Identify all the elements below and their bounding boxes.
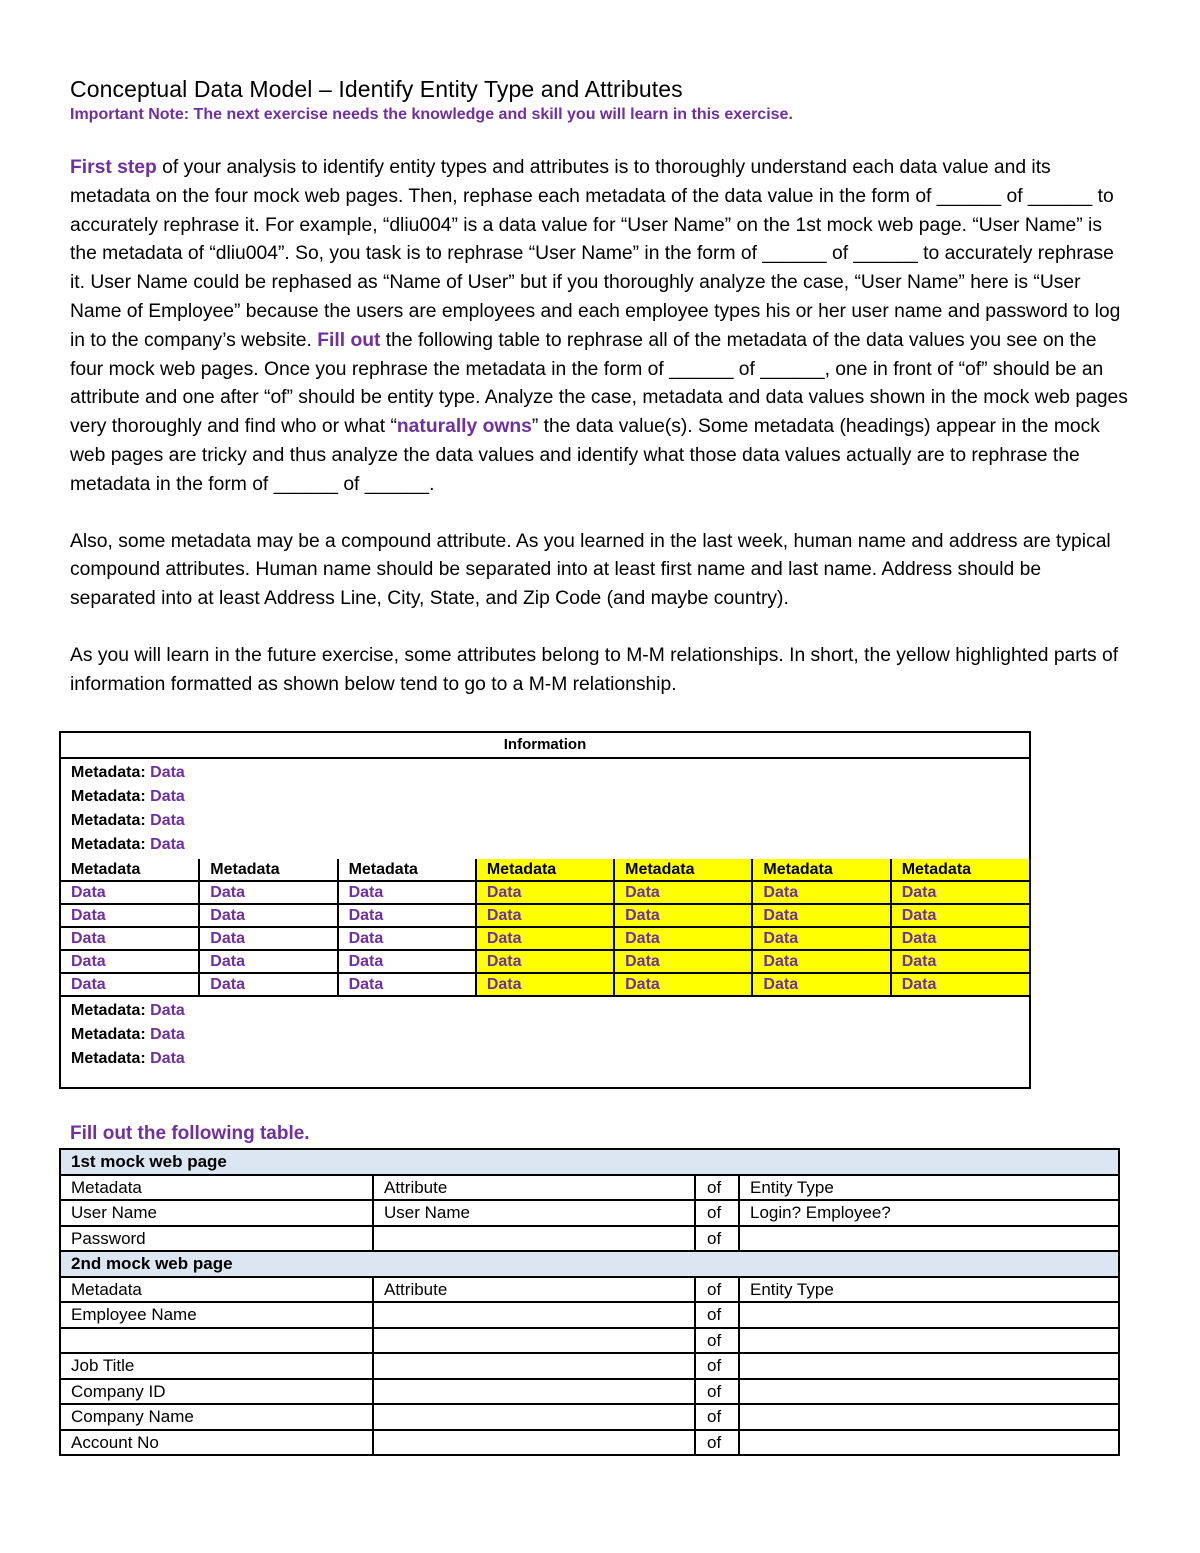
attribute-header: Attribute xyxy=(373,1175,695,1201)
data-cell: Data xyxy=(476,927,614,950)
metadata-line xyxy=(61,1023,1029,1047)
data-cell: Data xyxy=(752,927,890,950)
of-cell: of xyxy=(695,1226,739,1252)
of-header: of xyxy=(695,1277,739,1303)
metadata-line xyxy=(61,785,1029,809)
data-value: Data xyxy=(150,788,185,805)
metadata-line xyxy=(61,809,1029,833)
data-cell: Data xyxy=(752,973,890,996)
data-cell: Data xyxy=(338,927,476,950)
paragraph-compound: Also, some metadata may be a compound attribute. As you learned in the last week, human name and address are typical compound attributes. Human name should be separated into at least first name and last name. Address should be separated into at least Address Line, City, State, and Zip Code (and maybe country). xyxy=(70,530,1111,610)
of-cell: of xyxy=(695,1404,739,1430)
data-value: Data xyxy=(150,1002,185,1019)
paragraph-mm-relationship: As you will learn in the future exercise, some attributes belong to M-M relationships. In short, the yellow highlighted parts of information formatted as shown below tend to go to a M-M relationship. xyxy=(70,644,1119,695)
data-cell: Data xyxy=(891,927,1029,950)
entity-type-cell[interactable]: Login? Employee? xyxy=(739,1200,1119,1226)
metadata-label: Metadata: xyxy=(71,1050,146,1067)
data-cell: Data xyxy=(338,881,476,904)
first-step-label: First step xyxy=(70,157,157,178)
attribute-cell[interactable] xyxy=(373,1328,695,1354)
entity-type-cell[interactable] xyxy=(739,1404,1119,1430)
header-row xyxy=(60,1175,1119,1201)
of-cell: of xyxy=(695,1200,739,1226)
metadata-header: Metadata xyxy=(60,1175,373,1201)
data-cell: Data xyxy=(891,973,1029,996)
metadata-cell: User Name xyxy=(60,1200,373,1226)
entity-type-cell[interactable] xyxy=(739,1302,1119,1328)
table-row xyxy=(60,1302,1119,1328)
metadata-line xyxy=(61,761,1029,785)
data-cell: Data xyxy=(476,973,614,996)
data-cell: Data xyxy=(199,950,337,973)
metadata-label: Metadata: xyxy=(71,812,146,829)
metadata-line xyxy=(61,999,1029,1023)
section-row-1st-page xyxy=(60,1149,1119,1175)
data-cell: Data xyxy=(614,881,752,904)
data-cell: Data xyxy=(752,904,890,927)
data-row xyxy=(61,950,1029,973)
table-row xyxy=(60,1328,1119,1354)
para1-text-1: of your analysis to identify entity types and attributes is to thoroughly understand each data value and its metadata on the four mock web pages. Then, rephase each metadata of the data value in the form of ______ of ______ to accurately rephrase it. For example, “dliu004” is a data value for “User Name” on the 1st mock web page. “User Name” is the metadata of “dliu004”. So, you task is to rephrase “User Name” in the form of ______ of ______ to accurately rephrase it. User Name could be rephased as “Name of User” but if you thoroughly analyze the case, “User Name” here is “User Name of Employee” because the users are employees and each employee types his or her user name and password to log in to the company’s website. xyxy=(70,157,1121,351)
table-row xyxy=(60,1404,1119,1430)
attribute-cell[interactable]: User Name xyxy=(373,1200,695,1226)
metadata-column-header: Metadata xyxy=(891,859,1029,881)
entity-type-cell[interactable] xyxy=(739,1379,1119,1405)
header-row xyxy=(60,1277,1119,1303)
metadata-cell: Employee Name xyxy=(60,1302,373,1328)
metadata-line xyxy=(61,833,1029,857)
naturally-owns-emphasis: naturally owns xyxy=(396,416,532,438)
attribute-cell[interactable] xyxy=(373,1430,695,1456)
data-value: Data xyxy=(150,1050,185,1067)
table-row xyxy=(60,1226,1119,1252)
of-cell: of xyxy=(695,1379,739,1405)
information-header: Information xyxy=(61,733,1029,759)
data-value: Data xyxy=(150,1026,185,1043)
section-title: 1st mock web page xyxy=(60,1149,1119,1175)
data-cell: Data xyxy=(891,881,1029,904)
metadata-column-header: Metadata xyxy=(476,859,614,881)
data-value: Data xyxy=(150,764,185,781)
data-cell: Data xyxy=(614,973,752,996)
data-cell: Data xyxy=(614,904,752,927)
metadata-column-header: Metadata xyxy=(199,859,337,881)
of-cell: of xyxy=(695,1328,739,1354)
entity-type-cell[interactable] xyxy=(739,1430,1119,1456)
attribute-cell[interactable] xyxy=(373,1353,695,1379)
metadata-cell: Company Name xyxy=(60,1404,373,1430)
information-example-table xyxy=(59,731,1031,1089)
data-cell: Data xyxy=(752,950,890,973)
metadata-header: Metadata xyxy=(60,1277,373,1303)
of-header: of xyxy=(695,1175,739,1201)
data-cell: Data xyxy=(891,950,1029,973)
data-cell: Data xyxy=(199,881,337,904)
fill-out-title: Fill out the following table. xyxy=(70,1123,310,1144)
metadata-cell: Job Title xyxy=(60,1353,373,1379)
table-row xyxy=(60,1379,1119,1405)
data-cell: Data xyxy=(61,950,199,973)
data-cell: Data xyxy=(61,904,199,927)
metadata-label: Metadata: xyxy=(71,1026,146,1043)
entity-type-header: Entity Type xyxy=(739,1277,1119,1303)
paragraph-instructions xyxy=(70,154,1130,500)
data-cell: Data xyxy=(338,973,476,996)
entity-type-cell[interactable] xyxy=(739,1328,1119,1354)
metadata-cell: Account No xyxy=(60,1430,373,1456)
metadata-cell: Password xyxy=(60,1226,373,1252)
metadata-grid xyxy=(61,859,1029,997)
metadata-line xyxy=(61,1047,1029,1071)
data-cell: Data xyxy=(61,973,199,996)
data-value: Data xyxy=(150,812,185,829)
data-value: Data xyxy=(150,836,185,853)
data-cell: Data xyxy=(891,904,1029,927)
data-cell: Data xyxy=(476,904,614,927)
fill-out-table xyxy=(59,1148,1120,1456)
metadata-label: Metadata: xyxy=(71,764,146,781)
data-cell: Data xyxy=(199,927,337,950)
data-row xyxy=(61,904,1029,927)
top-metadata-block xyxy=(61,759,1029,859)
fill-out-label: Fill out xyxy=(317,329,381,351)
metadata-cell: Company ID xyxy=(60,1379,373,1405)
entity-type-header: Entity Type xyxy=(739,1175,1119,1201)
metadata-label: Metadata: xyxy=(71,836,146,853)
of-cell: of xyxy=(695,1430,739,1456)
important-note: Important Note: The next exercise needs the knowledge and skill you will learn in this exercise. xyxy=(70,106,793,123)
data-row xyxy=(61,973,1029,996)
data-cell: Data xyxy=(61,881,199,904)
attribute-header: Attribute xyxy=(373,1277,695,1303)
data-cell: Data xyxy=(61,927,199,950)
data-cell: Data xyxy=(338,950,476,973)
metadata-cell xyxy=(60,1328,373,1354)
metadata-header-row xyxy=(61,859,1029,881)
of-cell: of xyxy=(695,1302,739,1328)
spacer xyxy=(70,614,1130,642)
data-cell: Data xyxy=(199,973,337,996)
para1-text-2: the following table to rephrase all of the metadata of the data values you see on the four mock web pages. Once you rephrase the metadata in the form of ______ of ______, one in front of “of” should be an attribute and one after “of” should be entity type. Analyze the case, metadata and data values shown in the mock web pages very thoroughly and find who or what “ xyxy=(70,329,1128,438)
metadata-column-header: Metadata xyxy=(338,859,476,881)
data-row xyxy=(61,927,1029,950)
spacer xyxy=(70,126,1130,154)
metadata-label: Metadata: xyxy=(71,788,146,805)
page-title: Conceptual Data Model – Identify Entity Type and Attributes xyxy=(70,76,683,102)
table-row xyxy=(60,1430,1119,1456)
attribute-cell[interactable] xyxy=(373,1302,695,1328)
document-body xyxy=(70,74,1130,700)
data-cell: Data xyxy=(476,950,614,973)
of-cell: of xyxy=(695,1353,739,1379)
table-row xyxy=(60,1353,1119,1379)
data-cell: Data xyxy=(199,904,337,927)
para1-text-3: ” the data value(s). Some metadata (headings) appear in the mock web pages are tricky and thus analyze the data values and identify what those data values actually are to rephrase the metadata in the form of ______ of ______. xyxy=(70,416,1100,495)
data-cell: Data xyxy=(476,881,614,904)
table-row xyxy=(60,1200,1119,1226)
data-cell: Data xyxy=(614,950,752,973)
metadata-column-header: Metadata xyxy=(61,859,199,881)
metadata-column-header: Metadata xyxy=(752,859,890,881)
attribute-cell[interactable] xyxy=(373,1379,695,1405)
data-cell: Data xyxy=(614,927,752,950)
bottom-metadata-block xyxy=(61,997,1029,1087)
entity-type-cell[interactable] xyxy=(739,1353,1119,1379)
data-cell: Data xyxy=(338,904,476,927)
data-cell: Data xyxy=(752,881,890,904)
section-title: 2nd mock web page xyxy=(60,1251,1119,1277)
section-row-2nd-page xyxy=(60,1251,1119,1277)
attribute-cell[interactable] xyxy=(373,1404,695,1430)
attribute-cell[interactable] xyxy=(373,1226,695,1252)
data-row xyxy=(61,881,1029,904)
metadata-column-header: Metadata xyxy=(614,859,752,881)
metadata-label: Metadata: xyxy=(71,1002,146,1019)
entity-type-cell[interactable] xyxy=(739,1226,1119,1252)
spacer xyxy=(70,500,1130,528)
